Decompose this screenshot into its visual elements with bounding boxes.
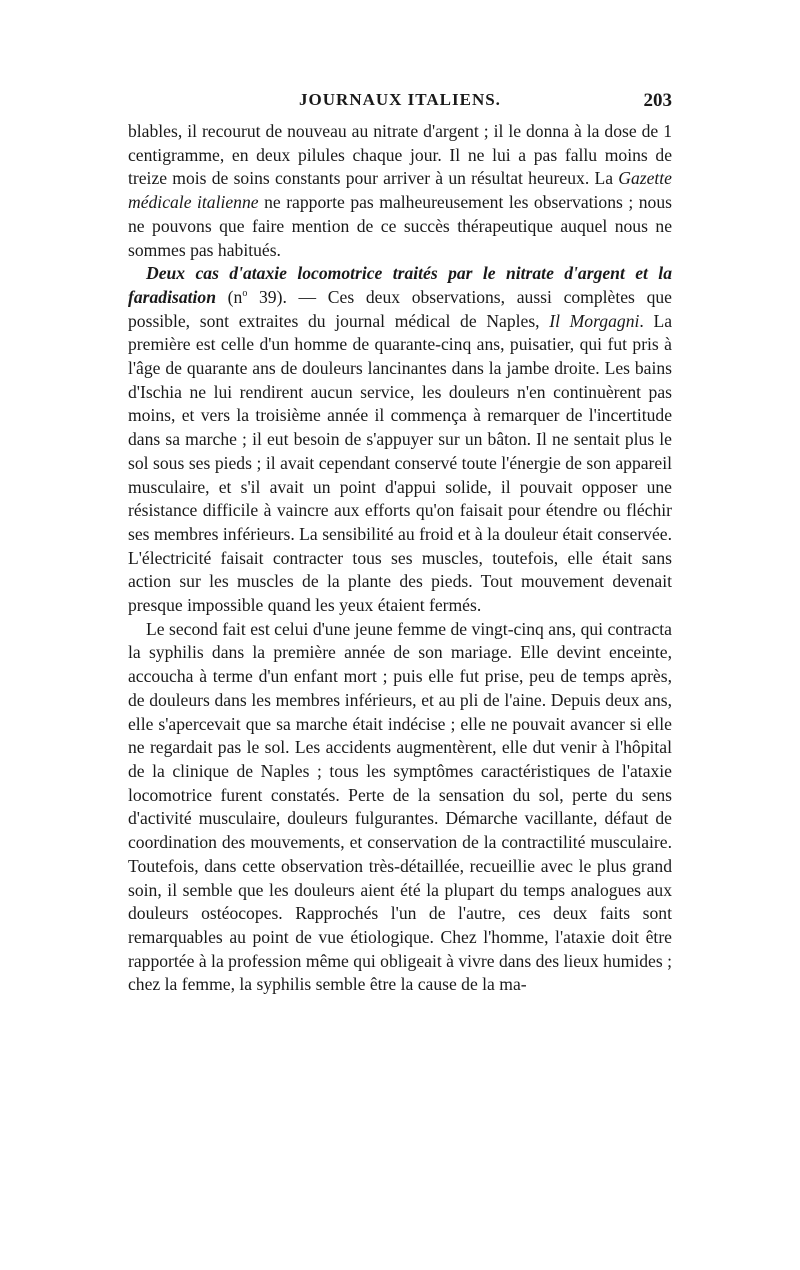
paragraph-ataxia-cases [128,262,672,618]
paragraph-text: ne rapporte pas malheureusement les observations ; nous ne pouvons que faire mention de ce succès thérapeutique auquel nous ne sommes pas habitués. [128,192,672,260]
paragraph-text: Le second fait est celui d'une jeune femme de vingt-cinq ans, qui contracta la syphilis dans la première année de son mariage. Elle devint enceinte, accoucha à terme d'un enfant mort ; puis elle fut prise, peu de temps après, de douleurs dans les membres inférieurs, et au pli de l'aine. Depuis deux ans, elle s'apercevait que sa marche était indécise ; elle ne pouvait avancer si elle ne regardait pas le sol. Les accidents augmentèrent, elle dut venir à l'hôpital de la clinique de Naples ; tous les symptômes caractéristiques de l'ataxie locomotrice furent constatés. Perte de la sensation du sol, perte du sens d'activité musculaire, douleurs fulgurantes. Démarche vacillante, défaut de coordination des mouvements, et conservation de la contractilité musculaire. Toutefois, dans cette observation très-détaillée, recueillie avec le plus grand soin, il semble que les douleurs aient été la plupart du temps analogues aux douleurs ostéocopes. Rapprochés l'un de l'autre, ces deux faits sont remarquables au point de vue étiologique. Chez l'homme, l'ataxie doit être rapportée à la profession même qui obligeait à vivre dans des lieux humides ; chez la femme, la syphilis semble être la cause de la ma- [128,618,672,995]
body-text [128,120,672,997]
reference-superscript: o [242,288,248,300]
paragraph-continuation [128,120,672,262]
journal-name-morgagni: Il Morgagni [549,310,640,331]
running-title: JOURNAUX ITALIENS. [299,90,501,109]
paragraph-text: blables, il recourut de nouveau au nitrate d'argent ; il le donna à la dose de 1 centigramme, en deux pilules chaque jour. Il ne lui a pas fallu moins de treize mois de soins constants pour arriver à un résultat heureux. La [128,121,672,189]
reference-text: 39). — Ces deux observations, aussi complètes que possible, sont extraites du journal médical de Naples, [128,286,672,331]
paragraph-text: . La première est celle d'un homme de quarante-cinq ans, puisatier, qui fut pris à l'âge de quarante ans de douleurs lancinantes dans la jambe droite. Les bains d'Ischia ne lui rendirent aucun service, les douleurs n'en continuèrent pas moins, et vers la troisième année il commença à remarquer de l'incertitude dans sa marche ; il eut besoin de s'appuyer sur un bâton. Il ne sentait plus le sol sous ses pieds ; il avait cependant conservé toute l'énergie de son appareil musculaire, et s'il avait un point d'appui solide, il pouvait opposer une résistance difficile à vaincre aux efforts qu'on faisait pour étendre ou fléchir ses membres inférieurs. La sensibilité au froid et à la douleur était conservée. L'électricité faisait contracter tous ses muscles, toutefois, elle était sans action sur les muscles de la plante des pieds. Tout mouvement devenait presque impossible quand les yeux étaient fermés. [128,310,673,616]
journal-name-gazette: Gazette médicale italienne [128,168,672,213]
case-title: Deux cas d'ataxie locomotrice traités par le nitrate d'argent et la faradisation [128,263,672,307]
page-number: 203 [643,90,672,111]
reference-text: (n [216,286,243,307]
book-page [128,90,672,997]
running-head [128,90,672,120]
paragraph-second-case [128,618,672,997]
